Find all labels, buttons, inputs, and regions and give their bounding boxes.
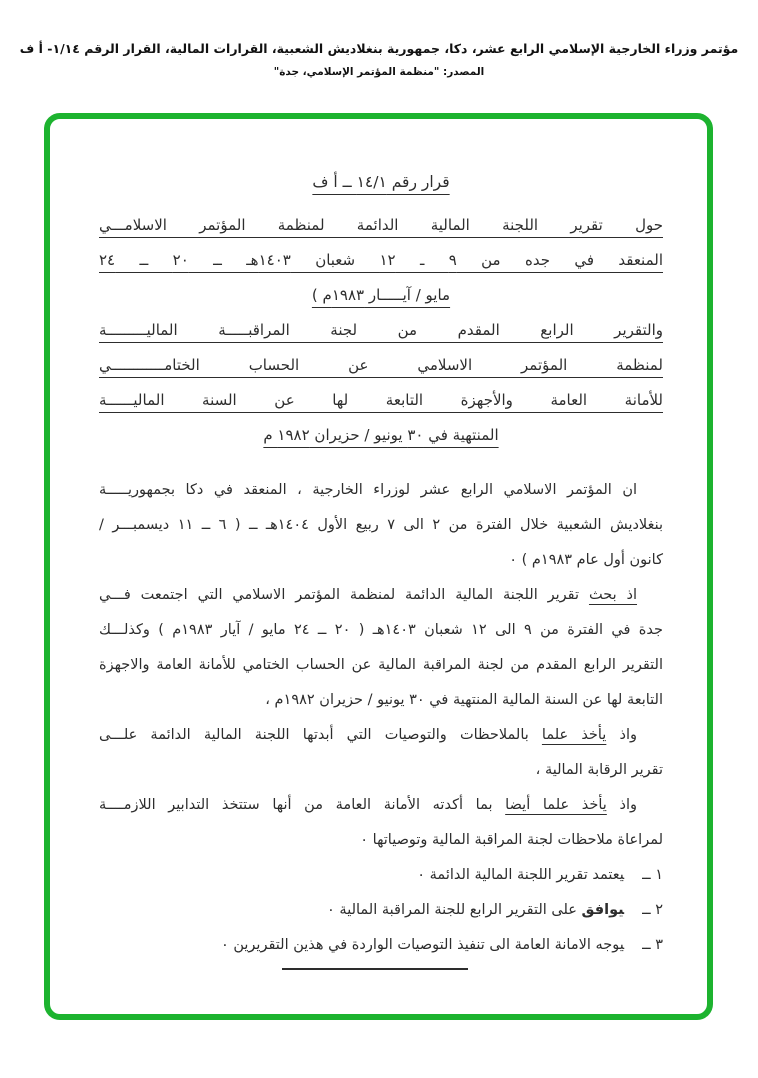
paragraph xyxy=(99,788,663,858)
paragraph xyxy=(99,578,663,718)
paragraph-line: اذ بحث تقرير اللجنة المالية الدائمة لمنظمة المؤتمر الاسلامي التي اجتمعت فـــي xyxy=(99,587,638,603)
list-item-number: ٢ ــ xyxy=(642,902,663,918)
list-item xyxy=(99,928,663,963)
resolution-list xyxy=(99,858,663,963)
paragraph-line: التابعة لها عن السنة المالية المنتهية في ٣٠ يونيو / حزيران ١٩٨٢م ، xyxy=(265,692,663,708)
heading-line: مايو / آيـــــار ١٩٨٣م ) xyxy=(311,286,451,304)
list-item xyxy=(99,893,663,928)
heading-block xyxy=(99,208,663,453)
paragraph-line: واذ يأخذ علما بالملاحظات والتوصيات التي أبدتها اللجنة المالية الدائمة علـــى xyxy=(99,727,637,743)
list-item-number: ١ ــ xyxy=(642,867,663,883)
paragraph-line: بنغلاديش الشعبية خلال الفترة من ٢ الى ٧ ربيع الأول ١٤٠٤هـ ــ ( ٦ ــ ١١ ديسمبـــر / xyxy=(99,517,663,533)
paragraph-line: لمراعاة ملاحظات لجنة المراقبة المالية وتوصياتها ٠ xyxy=(360,832,663,848)
scanned-page xyxy=(50,119,707,1014)
paragraph xyxy=(99,718,663,788)
body-block xyxy=(99,473,663,858)
citation-line-2: المصدر: "منظمة المؤتمر الإسلامي، جدة" xyxy=(273,66,485,78)
paragraph-line: جدة في الفترة من ٩ الى ١٢ شعبان ١٤٠٣هـ ( ٢٠ ــ ٢٤ مايو / آيار ١٩٨٣م ) وكذلـــك xyxy=(99,622,663,638)
document-frame xyxy=(44,113,713,1020)
heading-line: لمنظمة المؤتمر الاسلامي عن الحساب الختامــــــــــــي xyxy=(99,356,663,374)
paragraph-line: تقرير الرقابة المالية ، xyxy=(535,762,663,778)
citation-line-1: مؤتمر وزراء الخارجية الإسلامي الرابع عشر، دكا، جمهورية بنغلاديش الشعبية، القرارات المالية، القرار الرقم ١/١٤- أ ف xyxy=(19,41,739,56)
bottom-rule xyxy=(282,968,468,970)
list-item xyxy=(99,858,663,893)
heading-line: حول تقرير اللجنة المالية الدائمة لمنظمة المؤتمر الاسلامـــي xyxy=(99,216,663,234)
heading-line: للأمانة العامة والأجهزة التابعة لها عن السنة الماليــــــة xyxy=(99,391,663,409)
paragraph-line: ان المؤتمر الاسلامي الرابع عشر لوزراء الخارجية ، المنعقد في دكا بجمهوريـــــة xyxy=(99,482,637,498)
list-item-text: يوافق على التقرير الرابع للجنة المراقبة المالية ٠ xyxy=(327,902,625,918)
heading-line: المنعقد في جده من ٩ ـ ١٢ شعبان ١٤٠٣هـ ــ ٢٠ ــ ٢٤ xyxy=(99,251,663,269)
list-item-text: يعتمد تقرير اللجنة المالية الدائمة ٠ xyxy=(417,867,625,883)
heading-line: المنتهية في ٣٠ يونيو / حزيران ١٩٨٢ م xyxy=(263,426,499,444)
resolution-title: قرار رقم ١٤/١ ــ أ ف xyxy=(312,173,450,191)
paragraph-line: التقرير الرابع المقدم من لجنة المراقبة المالية عن الحساب الختامي للأمانة العامة والاجهزة xyxy=(99,657,663,673)
heading-line: والتقرير الرابع المقدم من لجنة المراقبـــــة الماليـــــــــة xyxy=(99,321,663,339)
list-item-text: يوجه الامانة العامة الى تنفيذ التوصيات الواردة في هذين التقريرين ٠ xyxy=(220,937,625,953)
citation-header xyxy=(0,40,758,79)
paragraph-line: واذ يأخذ علما أيضا بما أكدته الأمانة العامة من أنها ستتخذ التدابير اللازمــــة xyxy=(99,797,637,813)
list-item-number: ٣ ــ xyxy=(642,937,663,953)
paragraph-line: كانون أول عام ١٩٨٣م ) ٠ xyxy=(509,552,663,568)
paragraph xyxy=(99,473,663,578)
